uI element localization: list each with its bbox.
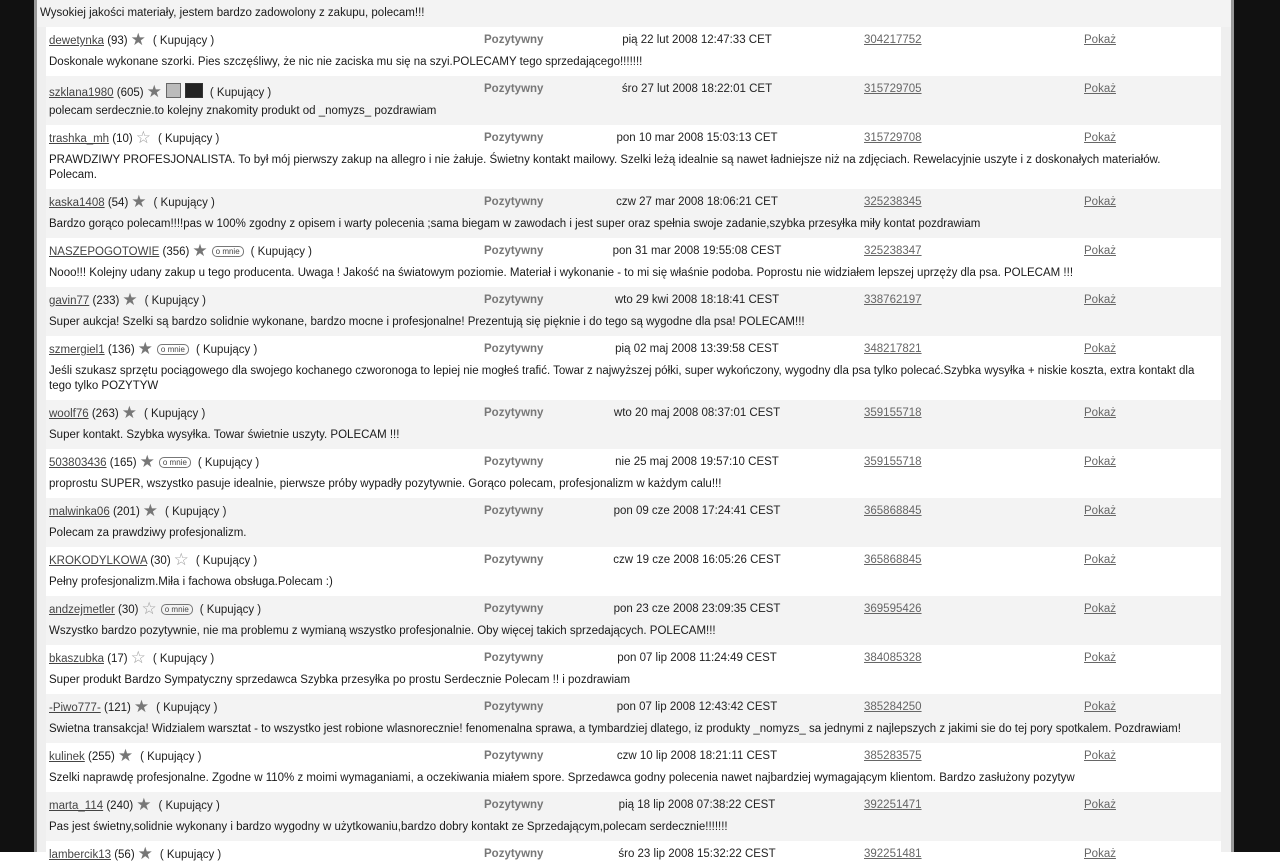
feedback-date: pon 23 cze 2008 23:09:35 CEST (613, 603, 781, 615)
rating-label: Pozytywny (484, 407, 544, 419)
user-role: ( Kupujący ) (144, 295, 206, 307)
user-cell (49, 241, 313, 260)
user-role: ( Kupujący ) (159, 849, 222, 861)
feedback-comment: Super aukcja! Szelki są bardzo solidnie wykonane, bardzo mocne i profesjonalne! Prezentują się pięknie i do tego są wygodne dla psa! POLECAM!!! (46, 313, 1221, 336)
user-nick-link[interactable]: KROKODYLKOWA (49, 555, 147, 567)
show-link[interactable]: Pokaż (1084, 505, 1116, 517)
feedback-entry (46, 189, 1221, 238)
user-cell (49, 501, 227, 520)
star-icon: ★ (142, 501, 159, 520)
feedback-entry (46, 125, 1221, 189)
feedback-entry (46, 76, 1221, 125)
show-link[interactable]: Pokaż (1084, 34, 1116, 46)
star-icon: ★ (136, 795, 152, 814)
rating-label: Pozytywny (484, 603, 544, 615)
shop-icon[interactable] (166, 83, 181, 98)
show-link[interactable]: Pokaż (1084, 603, 1116, 615)
feedback-date: wto 20 maj 2008 08:37:01 CEST (613, 407, 781, 419)
rating-label: Pozytywny (484, 34, 544, 46)
auction-number-link[interactable]: 359155718 (864, 407, 922, 419)
feedback-comment: Jeśli szukasz sprzętu pociągowego dla swojego kochanego czworonoga to lepiej nie mogłeś trafić. Towar z najwyższej półki, super wykończony, wygodny dla psa tylko polecać.Szybka wysyłka + niskie koszta, extra kontakt dla tego tylko POZYTYW (46, 362, 1221, 400)
show-link[interactable]: Pokaż (1084, 701, 1116, 713)
feedback-entry (46, 400, 1221, 449)
feedback-meta-row (46, 125, 1221, 151)
auction-number-link[interactable]: 365868845 (864, 554, 922, 566)
show-link[interactable]: Pokaż (1084, 343, 1116, 355)
user-cell (49, 599, 262, 618)
feedback-meta-row (46, 645, 1221, 671)
user-cell (49, 746, 202, 765)
user-cell (49, 795, 220, 814)
user-nick-link[interactable]: woolf76 (49, 408, 89, 420)
feedback-date: pią 22 lut 2008 12:47:33 CET (622, 34, 772, 46)
user-cell (49, 128, 220, 147)
feedback-entry (46, 336, 1221, 400)
user-role: ( Kupujący ) (143, 408, 206, 420)
feedback-comment: Nooo!!! Kolejny udany zakup u tego producenta. Uwaga ! Jakość na światowym poziomie. Materiał i wykonanie - to mi się właśnie podoba. Poprostu nie widziałem lepszej uprzęży dla psa. POLECAM !!! (46, 264, 1221, 287)
auction-number-link[interactable]: 315729708 (864, 132, 922, 144)
user-score: (201) (112, 506, 140, 518)
user-nick-link[interactable]: dewetynka (49, 35, 104, 47)
rating-label: Pozytywny (484, 456, 544, 468)
show-link[interactable]: Pokaż (1084, 245, 1116, 257)
user-cell (49, 697, 218, 716)
star-icon: ★ (139, 452, 155, 471)
feedback-date: pon 07 lip 2008 12:43:42 CEST (616, 701, 778, 713)
feedback-meta-row (46, 449, 1221, 475)
auction-number-link[interactable]: 385283575 (864, 750, 922, 762)
user-nick-link[interactable]: andzejmetler (49, 604, 115, 616)
feedback-date: pon 10 mar 2008 15:03:13 CET (616, 132, 778, 144)
feedback-meta-row (46, 76, 1221, 102)
user-role: ( Kupujący ) (165, 506, 227, 518)
feedback-entry (46, 27, 1221, 76)
feedback-entry (46, 596, 1221, 645)
user-role: ( Kupujący ) (195, 344, 258, 356)
about-me-badge-icon[interactable]: o mnie (159, 457, 191, 468)
feedback-comment: Bardzo gorąco polecam!!!!pas w 100% zgodny z opisem i warty polecenia ;sama biegam w zawodach i jest super oraz spełnia swoje zadanie,szybka przesyłka miły kontat pozdrawiam (46, 215, 1221, 238)
rating-label: Pozytywny (484, 554, 544, 566)
auction-number-link[interactable]: 359155718 (864, 456, 922, 468)
show-link[interactable]: Pokaż (1084, 132, 1116, 144)
user-role: ( Kupujący ) (195, 555, 258, 567)
auction-number-link[interactable]: 392251481 (864, 848, 922, 860)
user-role: ( Kupujący ) (152, 653, 215, 665)
feedback-comment: Wysokiej jakości materiały, jestem bardzo zadowolony z zakupu, polecam!!! (37, 0, 1234, 27)
user-nick-link[interactable]: trashka_mh (49, 133, 110, 145)
user-cell (49, 648, 215, 667)
rating-label: Pozytywny (484, 505, 544, 517)
feedback-entry (46, 547, 1221, 596)
user-score: (136) (107, 344, 135, 356)
feedback-meta-row (46, 743, 1221, 769)
user-nick-link[interactable]: szmergiel1 (49, 344, 105, 356)
user-role: ( Kupujący ) (199, 604, 262, 616)
feedback-comment: Polecam za prawdziwy profesjonalizm. (46, 524, 1221, 547)
feedback-entry (46, 694, 1221, 743)
feedback-meta-row (46, 336, 1221, 362)
show-link[interactable]: Pokaż (1084, 456, 1116, 468)
feedback-meta-row (46, 596, 1221, 622)
feedback-entry (46, 287, 1221, 336)
user-cell (49, 844, 222, 863)
star-icon: ★ (137, 339, 153, 358)
user-cell (49, 30, 215, 49)
auction-number-link[interactable]: 365868845 (864, 505, 922, 517)
feedback-date: śro 23 lip 2008 15:32:22 CEST (618, 848, 776, 860)
feedback-comment: Doskonale wykonane szorki. Pies szczęśliwy, że nic nie zaciska mu się na szyi.POLECAMY tego sprzedającego!!!!!!! (46, 53, 1221, 76)
rating-label: Pozytywny (484, 652, 544, 664)
user-score: (30) (150, 555, 171, 567)
star-icon: ★ (131, 192, 147, 211)
feedback-meta-row (46, 287, 1221, 313)
feedback-comment: Swietna transakcja! Widzialem warsztat - to wszystko jest robione wlasnorecznie! fenomenalna sprawa, a tymbardziej dlatego, iz produkty _nomyzs_ sa jednymi z najlepszych z jakimi sie do tej pory spotkalem. Pozdrawiam! (46, 720, 1221, 743)
about-me-badge-icon[interactable]: o mnie (157, 344, 189, 355)
user-nick-link[interactable]: NASZEPOGOTOWIE (49, 246, 160, 258)
show-link[interactable]: Pokaż (1084, 554, 1116, 566)
star-icon: ★ (117, 746, 134, 765)
feedback-meta-row (46, 841, 1221, 867)
show-link[interactable]: Pokaż (1084, 799, 1116, 811)
user-score: (605) (116, 87, 144, 99)
show-link[interactable]: Pokaż (1084, 652, 1116, 664)
feedback-meta-row (46, 694, 1221, 720)
feedback-entries (37, 27, 1234, 867)
user-score: (56) (114, 849, 135, 861)
auction-number-link[interactable]: 348217821 (864, 343, 922, 355)
user-role: ( Kupujący ) (153, 197, 215, 209)
feedback-entry (46, 743, 1221, 792)
star-icon: ☆ (130, 648, 146, 667)
feedback-meta-row (46, 400, 1221, 426)
user-role: ( Kupujący ) (140, 751, 202, 763)
star-icon: ★ (192, 241, 208, 260)
right-border (1234, 0, 1280, 852)
user-cell (49, 403, 206, 422)
feedback-entry (46, 238, 1221, 287)
user-nick-link[interactable]: kulinek (49, 751, 85, 763)
show-link[interactable]: Pokaż (1084, 848, 1116, 860)
feedback-list (37, 0, 1234, 863)
auction-number-link[interactable]: 392251471 (864, 799, 922, 811)
rating-label: Pozytywny (484, 701, 544, 713)
user-score: (10) (112, 133, 133, 145)
show-link[interactable]: Pokaż (1084, 750, 1116, 762)
feedback-meta-row (46, 498, 1221, 524)
feedback-comment: Pełny profesjonalizm.Miła i fachowa obsługa.Polecam :) (46, 573, 1221, 596)
user-score: (233) (92, 295, 120, 307)
rating-label: Pozytywny (484, 196, 544, 208)
show-link[interactable]: Pokaż (1084, 294, 1116, 306)
feedback-date: pon 31 mar 2008 19:55:08 CEST (612, 245, 782, 257)
user-cell (49, 452, 260, 471)
user-role: ( Kupujący ) (152, 35, 215, 47)
user-score: (54) (107, 197, 129, 209)
star-icon: ☆ (173, 550, 189, 569)
user-nick-link[interactable]: kaska1408 (49, 197, 105, 209)
star-icon: ★ (121, 403, 137, 422)
rating-label: Pozytywny (484, 294, 544, 306)
user-cell (49, 339, 258, 358)
feedback-entry (46, 841, 1221, 867)
star-icon: ★ (146, 82, 162, 101)
user-role: ( Kupujący ) (158, 133, 220, 145)
user-cell (49, 550, 258, 569)
feedback-date: czw 27 mar 2008 18:06:21 CET (616, 196, 778, 208)
show-link[interactable]: Pokaż (1084, 407, 1116, 419)
feedback-comment: Super kontakt. Szybka wysyłka. Towar świetnie uszyty. POLECAM !!! (46, 426, 1221, 449)
feedback-date: pon 07 lip 2008 11:24:49 CEST (617, 652, 777, 664)
show-link[interactable]: Pokaż (1084, 196, 1116, 208)
user-role: ( Kupujący ) (209, 87, 272, 99)
feedback-comment: Super produkt Bardzo Sympatyczny sprzedawca Szybka przesyłka po prostu Serdecznie Polecam !! i pozdrawiam (46, 671, 1221, 694)
feedback-meta-row (46, 27, 1221, 53)
user-nick-link[interactable]: malwinka06 (49, 506, 110, 518)
show-link[interactable]: Pokaż (1084, 83, 1116, 95)
user-nick-link[interactable]: bkaszubka (49, 653, 104, 665)
feedback-meta-row (46, 792, 1221, 818)
feedback-date: czw 19 cze 2008 16:05:26 CEST (613, 554, 781, 566)
user-nick-link[interactable]: -Piwo777- (49, 702, 101, 714)
user-nick-link[interactable]: 503803436 (49, 457, 107, 469)
star-icon: ★ (130, 30, 146, 49)
user-cell (49, 192, 215, 211)
star-icon: ★ (122, 290, 138, 309)
star-icon: ☆ (141, 599, 157, 618)
feedback-comment: Wszystko bardzo pozytywnie, nie ma problemu z wymianą wszystko profesjonalnie. Oby więcej takich sprzedających. POLECAM!!! (46, 622, 1221, 645)
feedback-comment: PRAWDZIWY PROFESJONALISTA. To był mój pierwszy zakup na allegro i nie żałuje. Świetny kontakt mailowy. Szelki leżą idealnie są nawet ładniejsze niż na zdjęciach. Rewelacyjnie uszyte i z doskonałych materiałów. Polecam. (46, 151, 1221, 189)
auction-number-link[interactable]: 304217752 (864, 34, 922, 46)
user-score: (240) (106, 800, 134, 812)
auction-number-link[interactable]: 385284250 (864, 701, 922, 713)
auction-number-link[interactable]: 369595426 (864, 603, 922, 615)
rating-label: Pozytywny (484, 750, 544, 762)
user-cell (49, 290, 206, 309)
about-me-badge-icon[interactable]: o mnie (212, 246, 244, 257)
user-nick-link[interactable]: marta_114 (49, 800, 104, 812)
feedback-meta-row (46, 547, 1221, 573)
feedback-entry (46, 792, 1221, 841)
user-score: (263) (91, 408, 119, 420)
rating-label: Pozytywny (484, 132, 544, 144)
user-score: (30) (118, 604, 139, 616)
user-nick-link[interactable]: szklana1980 (49, 87, 114, 99)
auction-number-link[interactable]: 315729705 (864, 83, 922, 95)
feedback-date: wto 29 kwi 2008 18:18:41 CEST (614, 294, 780, 306)
user-nick-link[interactable]: lambercik13 (49, 849, 111, 861)
feedback-comment: polecam serdecznie.to kolejny znakomity produkt od _nomyzs_ pozdrawiam (46, 102, 1221, 125)
feedback-date: pią 02 maj 2008 13:39:58 CEST (615, 343, 779, 355)
feedback-meta-row (46, 189, 1221, 215)
rating-label: Pozytywny (484, 799, 544, 811)
briefcase-icon[interactable] (185, 83, 203, 98)
auction-number-link[interactable]: 325238347 (864, 245, 922, 257)
user-score: (17) (107, 653, 128, 665)
about-me-badge-icon[interactable]: o mnie (161, 604, 193, 615)
user-role: ( Kupujący ) (250, 246, 313, 258)
feedback-date: pon 09 cze 2008 17:24:41 CEST (613, 505, 781, 517)
rating-label: Pozytywny (484, 83, 544, 95)
feedback-date: czw 10 lip 2008 18:21:11 CEST (616, 750, 778, 762)
star-icon: ☆ (135, 128, 151, 147)
user-role: ( Kupujący ) (156, 702, 218, 714)
left-border (0, 0, 34, 852)
feedback-meta-row (46, 238, 1221, 264)
star-icon: ★ (137, 844, 153, 863)
feedback-comment: Szelki naprawdę profesjonalne. Zgodne w 110% z moimi wymaganiami, a oczekiwania miałem spore. Sprzedawca godny polecenia nawet najbardziej wymagającym klientom. Bardzo zasłużony pozytyw (46, 769, 1221, 792)
auction-number-link[interactable]: 384085328 (864, 652, 922, 664)
rating-label: Pozytywny (484, 343, 544, 355)
user-role: ( Kupujący ) (158, 800, 220, 812)
star-icon: ★ (133, 697, 150, 716)
feedback-entry (46, 449, 1221, 498)
auction-number-link[interactable]: 325238345 (864, 196, 922, 208)
feedback-date: nie 25 maj 2008 19:57:10 CEST (615, 456, 779, 468)
user-score: (356) (162, 246, 190, 258)
feedback-comment: Pas jest świetny,solidnie wykonany i bardzo wygodny w użytkowaniu,bardzo dobry kontakt ze Sprzedającym,polecam serdecznie!!!!!!! (46, 818, 1221, 841)
auction-number-link[interactable]: 338762197 (864, 294, 922, 306)
user-score: (121) (103, 702, 131, 714)
rating-label: Pozytywny (484, 848, 544, 860)
feedback-comment: proprostu SUPER, wszystko pasuje idealnie, pierwsze próby wypadły pozytywnie. Gorąco polecam, profesjonalizm w każdym calu!!! (46, 475, 1221, 498)
rating-label: Pozytywny (484, 245, 544, 257)
user-score: (165) (109, 457, 137, 469)
feedback-date: śro 27 lut 2008 18:22:01 CET (621, 83, 773, 95)
user-role: ( Kupujący ) (197, 457, 260, 469)
feedback-entry (46, 645, 1221, 694)
user-cell (49, 83, 271, 99)
user-score: (93) (107, 35, 128, 47)
feedback-entry (46, 498, 1221, 547)
user-score: (255) (88, 751, 115, 763)
user-nick-link[interactable]: gavin77 (49, 295, 90, 307)
feedback-date: pią 18 lip 2008 07:38:22 CEST (618, 799, 776, 811)
